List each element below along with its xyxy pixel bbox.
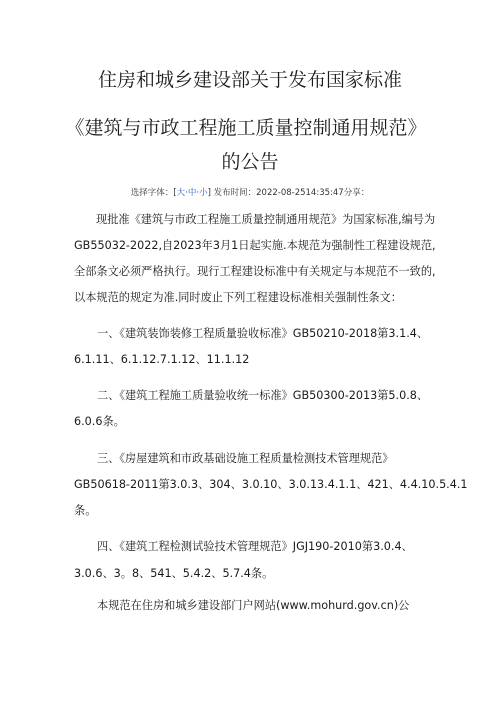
body-line: 四、《建筑工程检测试验技术管理规范》JGJ190-2010第3.0.4、: [97, 540, 413, 553]
font-size-large-link[interactable]: 大: [176, 188, 186, 198]
title-line-2: 《建筑与市政工程施工质量控制通用规范》: [65, 117, 427, 139]
article-meta: [0, 187, 500, 199]
font-size-bracket-close: ]: [207, 188, 211, 198]
body-line: 一、《建筑装饰装修工程质量验收标准》GB50210-2018第3.1.4、: [97, 327, 429, 340]
body-line: GB50618-2011第3.0.3、304、3.0.10、3.0.13.4.1.1、421、4.4.10.5.4.1: [74, 478, 468, 491]
body-line: 6.0.6条。: [74, 415, 125, 428]
body-line: 条。: [74, 504, 97, 517]
font-size-separator: ·: [196, 188, 200, 198]
body-line: 二、《建筑工程施工质量验收统一标准》GB50300-2013第5.0.8、: [97, 389, 429, 402]
body-line: 全部条文必须严格执行。现行工程建设标准中有关规定与本规范不一致的,: [74, 265, 436, 278]
title-line-3: 的公告: [221, 151, 279, 173]
font-size-separator: ·: [185, 188, 188, 198]
publish-time-label: 发布时间：: [213, 188, 257, 198]
font-size-label: 选择字体：: [130, 188, 174, 198]
body-line: GB55032-2022,自2023年3月1日起实施.本规范为强制性工程建设规范,: [74, 239, 436, 252]
publish-time-value: 2022-08-2514:35:47: [256, 188, 344, 198]
body-line: 3.0.6、3。8、541、5.4.2、5.7.4条。: [74, 567, 274, 580]
font-size-medium-link[interactable]: 中: [187, 188, 197, 198]
font-size-bracket-open: [: [173, 188, 177, 198]
body-line: 三、《房屋建筑和市政基础设施工程质量检测技术管理规范》: [97, 452, 394, 465]
share-label[interactable]: 分享：: [343, 188, 370, 198]
font-size-small-link[interactable]: 小: [199, 188, 208, 198]
body-line: 本规范在住房和城乡建设部门户网站(www.mohurd.gov.cn)公: [97, 599, 410, 612]
body-line: 6.1.11、6.1.12.7.1.12、11.1.12: [74, 353, 250, 366]
body-line: 以本规范的规定为准.同时废止下列工程建设标准相关强制性条文：: [74, 291, 402, 304]
body-line: 现批准《建筑与市政工程施工质量控制通用规范》为国家标准,编号为: [96, 213, 436, 226]
title-line-1: 住房和城乡建设部关于发布国家标准: [97, 69, 402, 91]
